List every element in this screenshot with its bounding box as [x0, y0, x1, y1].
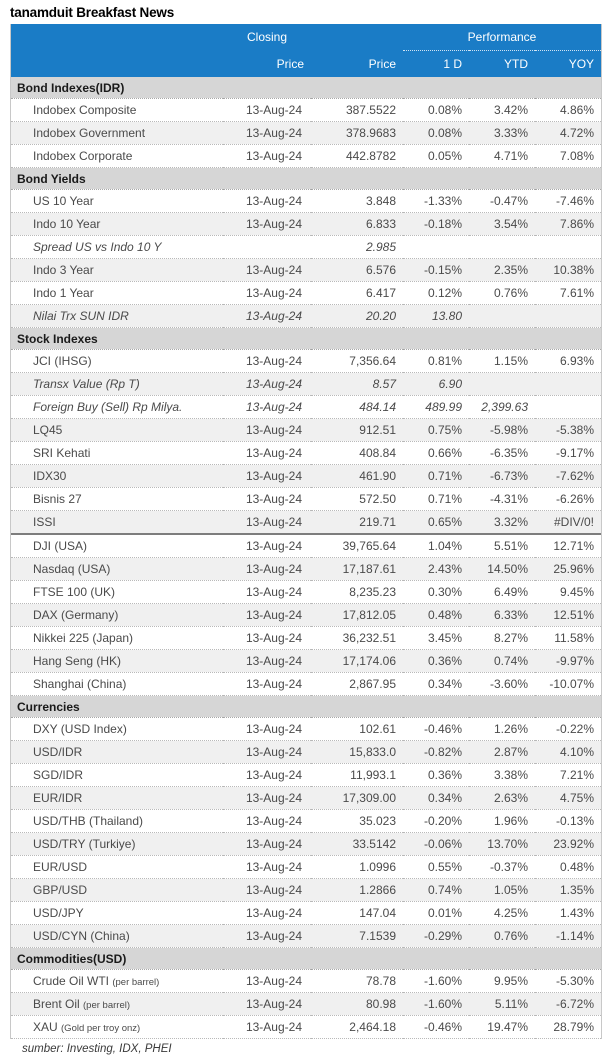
- row-1d: -1.60%: [403, 993, 469, 1016]
- row-yoy: -6.26%: [535, 488, 601, 511]
- row-date: 13-Aug-24: [223, 213, 311, 236]
- row-price: 17,174.06: [311, 650, 403, 673]
- row-yoy: -0.22%: [535, 718, 601, 741]
- header-group-closing: Closing: [223, 24, 311, 51]
- row-label: DXY (USD Index): [11, 718, 223, 741]
- row-yoy: [535, 396, 601, 419]
- row-label: DJI (USA): [11, 534, 223, 558]
- row-1d: 0.08%: [403, 99, 469, 122]
- row-label: Bisnis 27: [11, 488, 223, 511]
- header-col-ytd: YTD: [469, 51, 535, 78]
- row-price: 36,232.51: [311, 627, 403, 650]
- row-price: 912.51: [311, 419, 403, 442]
- row-1d: 0.34%: [403, 673, 469, 696]
- row-label: SRI Kehati: [11, 442, 223, 465]
- header-group-performance: Performance: [403, 24, 601, 51]
- row-label: FTSE 100 (UK): [11, 581, 223, 604]
- table-row: [11, 993, 601, 1016]
- row-ytd: 3.33%: [469, 122, 535, 145]
- table-row: [11, 99, 601, 122]
- row-yoy: 4.72%: [535, 122, 601, 145]
- row-label: Indo 3 Year: [11, 259, 223, 282]
- row-1d: 0.30%: [403, 581, 469, 604]
- row-date: 13-Aug-24: [223, 581, 311, 604]
- row-label: Hang Seng (HK): [11, 650, 223, 673]
- market-data-table-container: [10, 24, 602, 1039]
- row-price: 378.9683: [311, 122, 403, 145]
- row-ytd: 6.49%: [469, 581, 535, 604]
- row-yoy: -9.97%: [535, 650, 601, 673]
- row-ytd: 14.50%: [469, 558, 535, 581]
- row-ytd: 6.33%: [469, 604, 535, 627]
- row-price: 7,356.64: [311, 350, 403, 373]
- row-yoy: 11.58%: [535, 627, 601, 650]
- row-yoy: [535, 236, 601, 259]
- section-header-label: Currencies: [11, 696, 601, 718]
- row-date: 13-Aug-24: [223, 650, 311, 673]
- table-row: [11, 282, 601, 305]
- table-row: [11, 190, 601, 213]
- row-label: Indo 1 Year: [11, 282, 223, 305]
- row-label: GBP/USD: [11, 879, 223, 902]
- row-price: 219.71: [311, 511, 403, 535]
- row-date: 13-Aug-24: [223, 879, 311, 902]
- row-label: Nikkei 225 (Japan): [11, 627, 223, 650]
- row-label: Spread US vs Indo 10 Y: [11, 236, 223, 259]
- row-date: 13-Aug-24: [223, 558, 311, 581]
- row-date: 13-Aug-24: [223, 122, 311, 145]
- row-date: 13-Aug-24: [223, 1016, 311, 1039]
- row-date: 13-Aug-24: [223, 902, 311, 925]
- row-label: Shanghai (China): [11, 673, 223, 696]
- row-label: JCI (IHSG): [11, 350, 223, 373]
- header-blank-cell-3: [11, 51, 223, 78]
- row-yoy: 25.96%: [535, 558, 601, 581]
- row-ytd: 2.87%: [469, 741, 535, 764]
- table-row: [11, 373, 601, 396]
- row-ytd: 3.38%: [469, 764, 535, 787]
- table-row: [11, 419, 601, 442]
- row-price: 15,833.0: [311, 741, 403, 764]
- row-price: 461.90: [311, 465, 403, 488]
- row-date: 13-Aug-24: [223, 145, 311, 168]
- row-price: 387.5522: [311, 99, 403, 122]
- row-date: 13-Aug-24: [223, 350, 311, 373]
- row-price: 35.023: [311, 810, 403, 833]
- row-yoy: #DIV/0!: [535, 511, 601, 535]
- table-header: [11, 24, 601, 77]
- table-row: [11, 879, 601, 902]
- section-header-row: [11, 696, 601, 718]
- row-price: 2,867.95: [311, 673, 403, 696]
- row-price: 408.84: [311, 442, 403, 465]
- row-1d: -0.46%: [403, 1016, 469, 1039]
- table-row: [11, 604, 601, 627]
- row-label: Brent Oil (per barrel): [11, 993, 223, 1016]
- table-row: [11, 396, 601, 419]
- table-row: [11, 856, 601, 879]
- row-price: 2.985: [311, 236, 403, 259]
- row-1d: 1.04%: [403, 534, 469, 558]
- row-1d: 0.66%: [403, 442, 469, 465]
- row-yoy: 9.45%: [535, 581, 601, 604]
- section-header-label: Bond Indexes(IDR): [11, 77, 601, 99]
- row-yoy: -5.30%: [535, 970, 601, 993]
- row-1d: 3.45%: [403, 627, 469, 650]
- row-date: 13-Aug-24: [223, 442, 311, 465]
- row-1d: -0.06%: [403, 833, 469, 856]
- table-row: [11, 970, 601, 993]
- table-row: [11, 534, 601, 558]
- row-date: 13-Aug-24: [223, 764, 311, 787]
- header-col-price: Price: [311, 51, 403, 78]
- row-1d: 0.81%: [403, 350, 469, 373]
- section-header-label: Commodities(USD): [11, 948, 601, 970]
- table-row: [11, 511, 601, 535]
- row-1d: 0.12%: [403, 282, 469, 305]
- row-label: SGD/IDR: [11, 764, 223, 787]
- row-ytd: 1.26%: [469, 718, 535, 741]
- row-ytd: [469, 236, 535, 259]
- row-ytd: -3.60%: [469, 673, 535, 696]
- row-date: 13-Aug-24: [223, 925, 311, 948]
- table-row: [11, 650, 601, 673]
- row-label-unit: (Gold per troy onz): [61, 1023, 141, 1034]
- row-ytd: 3.54%: [469, 213, 535, 236]
- row-price: 11,993.1: [311, 764, 403, 787]
- row-ytd: [469, 373, 535, 396]
- table-row: [11, 259, 601, 282]
- table-row: [11, 787, 601, 810]
- row-date: 13-Aug-24: [223, 718, 311, 741]
- row-ytd: -6.35%: [469, 442, 535, 465]
- row-label: Crude Oil WTI (per barrel): [11, 970, 223, 993]
- row-date: 13-Aug-24: [223, 741, 311, 764]
- row-price: 8.57: [311, 373, 403, 396]
- page-title: tanamduit Breakfast News: [10, 5, 175, 20]
- section-header-label: Bond Yields: [11, 168, 601, 190]
- row-label: Indobex Government: [11, 122, 223, 145]
- row-yoy: 28.79%: [535, 1016, 601, 1039]
- row-price: 33.5142: [311, 833, 403, 856]
- row-ytd: 2,399.63: [469, 396, 535, 419]
- row-yoy: -5.38%: [535, 419, 601, 442]
- row-yoy: -9.17%: [535, 442, 601, 465]
- row-yoy: 4.86%: [535, 99, 601, 122]
- header-blank-cell: [11, 24, 223, 51]
- table-row: [11, 718, 601, 741]
- header-col-1d: 1 D: [403, 51, 469, 78]
- row-date: 13-Aug-24: [223, 534, 311, 558]
- row-price: 572.50: [311, 488, 403, 511]
- row-1d: [403, 236, 469, 259]
- table-row: [11, 122, 601, 145]
- row-date: 13-Aug-24: [223, 259, 311, 282]
- row-1d: -0.20%: [403, 810, 469, 833]
- row-yoy: -1.14%: [535, 925, 601, 948]
- row-ytd: 4.71%: [469, 145, 535, 168]
- table-body: [11, 77, 601, 1039]
- row-1d: 0.08%: [403, 122, 469, 145]
- row-price: 17,812.05: [311, 604, 403, 627]
- row-date: 13-Aug-24: [223, 993, 311, 1016]
- row-ytd: -0.47%: [469, 190, 535, 213]
- row-1d: 0.75%: [403, 419, 469, 442]
- row-label: Nasdaq (USA): [11, 558, 223, 581]
- row-yoy: 7.08%: [535, 145, 601, 168]
- row-ytd: 2.63%: [469, 787, 535, 810]
- section-header-row: [11, 328, 601, 350]
- row-ytd: 1.15%: [469, 350, 535, 373]
- row-label: Nilai Trx SUN IDR: [11, 305, 223, 328]
- row-yoy: 7.61%: [535, 282, 601, 305]
- row-price: 484.14: [311, 396, 403, 419]
- row-price: 6.417: [311, 282, 403, 305]
- table-row: [11, 236, 601, 259]
- row-1d: 6.90: [403, 373, 469, 396]
- row-ytd: 19.47%: [469, 1016, 535, 1039]
- row-1d: 13.80: [403, 305, 469, 328]
- row-yoy: -0.13%: [535, 810, 601, 833]
- row-yoy: 12.51%: [535, 604, 601, 627]
- row-yoy: 0.48%: [535, 856, 601, 879]
- row-ytd: 8.27%: [469, 627, 535, 650]
- row-date: 13-Aug-24: [223, 305, 311, 328]
- row-price: 7.1539: [311, 925, 403, 948]
- row-ytd: 1.05%: [469, 879, 535, 902]
- row-ytd: 0.76%: [469, 925, 535, 948]
- row-ytd: 0.76%: [469, 282, 535, 305]
- header-blank-cell-2: [311, 24, 403, 51]
- row-label-unit: (per barrel): [112, 977, 160, 988]
- row-yoy: -6.72%: [535, 993, 601, 1016]
- table-row: [11, 488, 601, 511]
- row-yoy: [535, 373, 601, 396]
- row-yoy: -7.46%: [535, 190, 601, 213]
- table-row: [11, 810, 601, 833]
- row-1d: 0.48%: [403, 604, 469, 627]
- row-1d: -0.46%: [403, 718, 469, 741]
- row-date: 13-Aug-24: [223, 673, 311, 696]
- row-ytd: 5.11%: [469, 993, 535, 1016]
- row-yoy: 4.75%: [535, 787, 601, 810]
- row-ytd: 2.35%: [469, 259, 535, 282]
- row-1d: 0.05%: [403, 145, 469, 168]
- table-row: [11, 305, 601, 328]
- row-label: Indobex Composite: [11, 99, 223, 122]
- row-label: USD/JPY: [11, 902, 223, 925]
- row-label: USD/CYN (China): [11, 925, 223, 948]
- row-label: USD/THB (Thailand): [11, 810, 223, 833]
- row-price: 2,464.18: [311, 1016, 403, 1039]
- row-ytd: 1.96%: [469, 810, 535, 833]
- row-yoy: 4.10%: [535, 741, 601, 764]
- row-label: Foreign Buy (Sell) Rp Milya.: [11, 396, 223, 419]
- row-date: 13-Aug-24: [223, 856, 311, 879]
- row-yoy: 6.93%: [535, 350, 601, 373]
- header-column-row: [11, 51, 601, 78]
- row-date: 13-Aug-24: [223, 833, 311, 856]
- row-label: Indo 10 Year: [11, 213, 223, 236]
- row-1d: -1.60%: [403, 970, 469, 993]
- row-date: 13-Aug-24: [223, 465, 311, 488]
- row-date: 13-Aug-24: [223, 787, 311, 810]
- row-1d: 0.65%: [403, 511, 469, 535]
- table-row: [11, 902, 601, 925]
- row-price: 1.2866: [311, 879, 403, 902]
- row-label-unit: (per barrel): [83, 1000, 131, 1011]
- row-price: 102.61: [311, 718, 403, 741]
- row-label: EUR/IDR: [11, 787, 223, 810]
- source-note: sumber: Investing, IDX, PHEI: [22, 1043, 172, 1055]
- row-label: USD/TRY (Turkiye): [11, 833, 223, 856]
- row-yoy: 7.86%: [535, 213, 601, 236]
- table-row: [11, 465, 601, 488]
- row-label: ISSI: [11, 511, 223, 535]
- row-label: US 10 Year: [11, 190, 223, 213]
- row-price: 39,765.64: [311, 534, 403, 558]
- row-ytd: 4.25%: [469, 902, 535, 925]
- section-header-label: Stock Indexes: [11, 328, 601, 350]
- row-ytd: -5.98%: [469, 419, 535, 442]
- row-date: 13-Aug-24: [223, 373, 311, 396]
- table-row: [11, 833, 601, 856]
- header-group-row: [11, 24, 601, 51]
- section-header-row: [11, 168, 601, 190]
- row-1d: -0.82%: [403, 741, 469, 764]
- row-yoy: 12.71%: [535, 534, 601, 558]
- row-price: 20.20: [311, 305, 403, 328]
- row-date: 13-Aug-24: [223, 282, 311, 305]
- row-yoy: [535, 305, 601, 328]
- table-row: [11, 741, 601, 764]
- row-label: XAU (Gold per troy onz): [11, 1016, 223, 1039]
- row-price: 1.0996: [311, 856, 403, 879]
- row-price: 8,235.23: [311, 581, 403, 604]
- row-yoy: 23.92%: [535, 833, 601, 856]
- header-col-closing-price: Price: [223, 51, 311, 78]
- row-label: DAX (Germany): [11, 604, 223, 627]
- row-1d: 0.36%: [403, 764, 469, 787]
- row-ytd: [469, 305, 535, 328]
- row-price: 17,309.00: [311, 787, 403, 810]
- row-1d: -0.18%: [403, 213, 469, 236]
- row-date: 13-Aug-24: [223, 604, 311, 627]
- table-row: [11, 213, 601, 236]
- row-ytd: 3.42%: [469, 99, 535, 122]
- table-row: [11, 1016, 601, 1039]
- row-label: LQ45: [11, 419, 223, 442]
- row-date: 13-Aug-24: [223, 511, 311, 535]
- table-row: [11, 764, 601, 787]
- row-price: 78.78: [311, 970, 403, 993]
- row-date: 13-Aug-24: [223, 810, 311, 833]
- row-1d: 489.99: [403, 396, 469, 419]
- row-ytd: 5.51%: [469, 534, 535, 558]
- row-price: 80.98: [311, 993, 403, 1016]
- table-row: [11, 145, 601, 168]
- row-price: 147.04: [311, 902, 403, 925]
- row-date: 13-Aug-24: [223, 190, 311, 213]
- row-1d: 0.34%: [403, 787, 469, 810]
- row-price: 17,187.61: [311, 558, 403, 581]
- row-ytd: -6.73%: [469, 465, 535, 488]
- row-1d: 0.71%: [403, 488, 469, 511]
- row-label: EUR/USD: [11, 856, 223, 879]
- row-yoy: 1.35%: [535, 879, 601, 902]
- row-date: 13-Aug-24: [223, 99, 311, 122]
- table-row: [11, 925, 601, 948]
- row-ytd: -0.37%: [469, 856, 535, 879]
- row-price: 3.848: [311, 190, 403, 213]
- table-row: [11, 581, 601, 604]
- market-data-table: [11, 24, 601, 1039]
- row-yoy: -7.62%: [535, 465, 601, 488]
- row-price: 6.833: [311, 213, 403, 236]
- row-date: 13-Aug-24: [223, 419, 311, 442]
- row-yoy: -10.07%: [535, 673, 601, 696]
- table-row: [11, 350, 601, 373]
- section-header-row: [11, 948, 601, 970]
- row-label: Indobex Corporate: [11, 145, 223, 168]
- row-1d: 0.74%: [403, 879, 469, 902]
- table-row: [11, 442, 601, 465]
- row-yoy: 7.21%: [535, 764, 601, 787]
- row-ytd: 0.74%: [469, 650, 535, 673]
- row-ytd: 9.95%: [469, 970, 535, 993]
- table-row: [11, 627, 601, 650]
- row-1d: -0.15%: [403, 259, 469, 282]
- row-1d: 0.71%: [403, 465, 469, 488]
- row-1d: 0.36%: [403, 650, 469, 673]
- row-1d: -1.33%: [403, 190, 469, 213]
- row-date: [223, 236, 311, 259]
- row-date: 13-Aug-24: [223, 970, 311, 993]
- table-row: [11, 558, 601, 581]
- row-price: 6.576: [311, 259, 403, 282]
- section-header-row: [11, 77, 601, 99]
- row-ytd: 13.70%: [469, 833, 535, 856]
- row-1d: -0.29%: [403, 925, 469, 948]
- table-row: [11, 673, 601, 696]
- row-1d: 0.55%: [403, 856, 469, 879]
- row-1d: 2.43%: [403, 558, 469, 581]
- row-date: 13-Aug-24: [223, 396, 311, 419]
- row-price: 442.8782: [311, 145, 403, 168]
- row-1d: 0.01%: [403, 902, 469, 925]
- header-col-yoy: YOY: [535, 51, 601, 78]
- row-yoy: 1.43%: [535, 902, 601, 925]
- row-ytd: -4.31%: [469, 488, 535, 511]
- row-label: USD/IDR: [11, 741, 223, 764]
- row-date: 13-Aug-24: [223, 627, 311, 650]
- row-label: Transx Value (Rp T): [11, 373, 223, 396]
- row-label: IDX30: [11, 465, 223, 488]
- row-ytd: 3.32%: [469, 511, 535, 535]
- row-date: 13-Aug-24: [223, 488, 311, 511]
- row-yoy: 10.38%: [535, 259, 601, 282]
